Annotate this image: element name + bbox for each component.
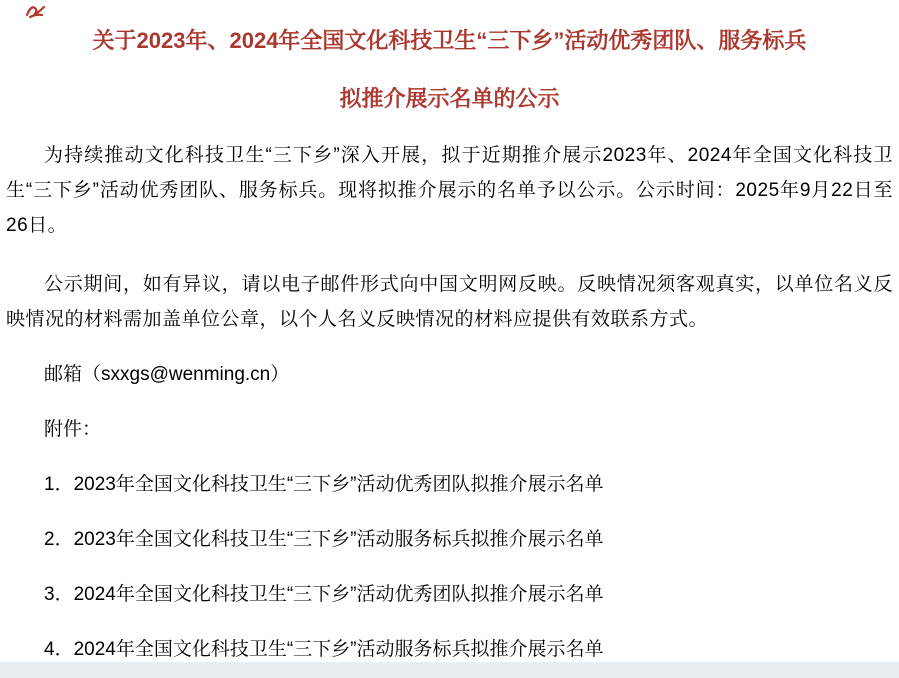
attachment-item-1[interactable]: 1．2023年全国文化科技卫生“三下乡”活动优秀团队拟推介展示名单: [44, 474, 604, 495]
email-line: 邮箱（sxxgs@wenming.cn）: [44, 364, 290, 385]
footer-bar: [0, 662, 899, 678]
attachments-label: 附件：: [44, 419, 102, 440]
attachment-item-2[interactable]: 2．2023年全国文化科技卫生“三下乡”活动服务标兵拟推介展示名单: [44, 529, 604, 550]
intro-paragraph: 为持续推动文化科技卫生“三下乡”深入开展，拟于近期推介展示2023年、2024年全国文化科技卫生“三下乡”活动优秀团队、服务标兵。现将拟推介展示的名单予以公示。公示时间：2025年9月22日至26日。: [6, 145, 893, 236]
page-title-line1: 关于2023年、2024年全国文化科技卫生“三下乡”活动优秀团队、服务标兵: [92, 28, 807, 53]
attachment-item-3[interactable]: 3．2024年全国文化科技卫生“三下乡”活动优秀团队拟推介展示名单: [44, 584, 604, 605]
red-corner-scribble-mark: [24, 2, 48, 20]
objection-paragraph: 公示期间，如有异议，请以电子邮件形式向中国文明网反映。反映情况须客观真实，以单位名义反映情况的材料需加盖单位公章，以个人名义反映情况的材料应提供有效联系方式。: [6, 274, 893, 330]
attachment-item-4[interactable]: 4．2024年全国文化科技卫生“三下乡”活动服务标兵拟推介展示名单: [44, 639, 604, 660]
page-title-line2: 拟推介展示名单的公示: [339, 86, 560, 111]
